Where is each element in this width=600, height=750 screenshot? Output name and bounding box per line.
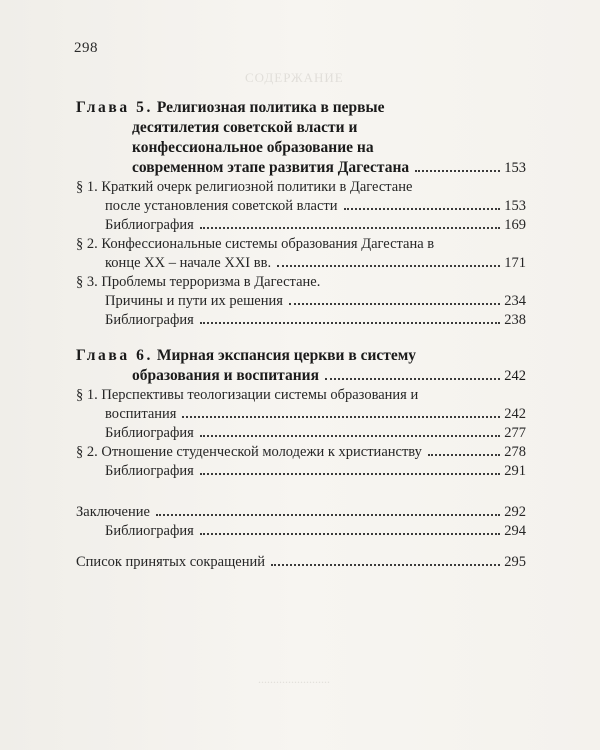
- section-page: 278: [504, 444, 526, 460]
- abbreviations-row[interactable]: [76, 553, 526, 572]
- chapter-5-label: Глава 5.: [76, 99, 153, 116]
- dot-leader: [200, 533, 500, 535]
- bibliography-page: 277: [504, 425, 526, 441]
- dot-leader: [200, 227, 500, 229]
- dot-leader: [289, 303, 500, 305]
- chapter-6: [76, 346, 526, 481]
- dot-leader: [271, 564, 500, 566]
- section-title-line: § 2. Отношение студенческой молодежи к христианству: [76, 444, 422, 460]
- chapter-6-section-2[interactable]: [76, 443, 526, 481]
- chapter-6-title-line-1: Мирная экспансия церкви в систему: [156, 347, 417, 364]
- section-page: 153: [504, 198, 526, 214]
- bibliography-row[interactable]: [76, 424, 526, 443]
- dot-leader: [325, 378, 500, 380]
- dot-leader: [182, 416, 500, 418]
- section-title-line: после установления советской власти: [105, 198, 338, 214]
- page-number: 298: [74, 40, 98, 56]
- section-title-row: [76, 292, 526, 311]
- bibliography-label: Библиография: [105, 217, 194, 233]
- bibliography-label: Библиография: [105, 425, 194, 441]
- bibliography-page: 294: [504, 523, 526, 539]
- section-page: 171: [504, 255, 526, 271]
- dot-leader: [344, 208, 501, 210]
- chapter-6-section-1[interactable]: [76, 386, 526, 443]
- bibliography-row[interactable]: [76, 522, 526, 541]
- dot-leader: [156, 514, 500, 516]
- conclusion-row: [76, 503, 526, 522]
- table-of-contents: [76, 98, 526, 572]
- bibliography-label: Библиография: [105, 312, 194, 328]
- dot-leader: [200, 322, 500, 324]
- chapter-5-title-last-row[interactable]: [76, 158, 526, 178]
- bibliography-page: 291: [504, 463, 526, 479]
- section-title-line: воспитания: [105, 406, 177, 422]
- conclusion-page: 292: [504, 504, 526, 520]
- dot-leader: [200, 435, 500, 437]
- bibliography-label: Библиография: [105, 523, 194, 539]
- section-title-line: конце XX – начале XXI вв.: [105, 255, 272, 271]
- show-through-text: СОДЕРЖАНИЕ: [245, 70, 344, 85]
- abbreviations-label: Список принятых сокращений: [76, 554, 265, 570]
- bibliography-row[interactable]: [76, 462, 526, 481]
- section-title-row: [76, 197, 526, 216]
- bibliography-page: 169: [504, 217, 526, 233]
- abbreviations-page: 295: [504, 554, 526, 570]
- dot-leader: [415, 170, 500, 172]
- chapter-5-section-2[interactable]: [76, 235, 526, 273]
- chapter-6-label: Глава 6.: [76, 347, 153, 364]
- chapter-6-title: [76, 346, 526, 366]
- bibliography-label: Библиография: [105, 463, 194, 479]
- chapter-5-section-3[interactable]: [76, 273, 526, 330]
- dot-leader: [200, 473, 500, 475]
- bibliography-row[interactable]: [76, 311, 526, 330]
- section-title-line: § 3. Проблемы терроризма в Дагестане.: [76, 274, 321, 290]
- section-title-row: [76, 443, 526, 462]
- section-page: 234: [504, 293, 526, 309]
- dot-leader: [277, 265, 500, 267]
- section-page: 242: [504, 406, 526, 422]
- chapter-5: [76, 98, 526, 330]
- conclusion-label: Заключение: [76, 504, 150, 520]
- show-through-text: ........................: [258, 672, 330, 686]
- chapter-5-title: [76, 98, 526, 158]
- chapter-5-title-line-4: современном этапе развития Дагестана: [132, 159, 410, 176]
- bibliography-row[interactable]: [76, 216, 526, 235]
- section-title-line: Причины и пути их решения: [105, 293, 283, 309]
- dot-leader: [428, 454, 500, 456]
- chapter-5-section-1[interactable]: [76, 178, 526, 235]
- chapter-6-title-line-2: образования и воспитания: [132, 367, 319, 384]
- section-title-line: § 1. Краткий очерк религиозной политики в Дагестане: [76, 179, 413, 195]
- conclusion[interactable]: [76, 503, 526, 541]
- section-title-line: § 2. Конфессиональные системы образования Дагестана в: [76, 236, 435, 252]
- bibliography-page: 238: [504, 312, 526, 328]
- chapter-5-page: 153: [504, 160, 526, 176]
- chapter-6-title-last-row[interactable]: [76, 366, 526, 386]
- chapter-5-title-line-2: десятилетия советской власти и: [132, 119, 358, 136]
- section-title-line: § 1. Перспективы теологизации системы образования и: [76, 387, 419, 403]
- section-title-row: [76, 405, 526, 424]
- chapter-5-title-line-1: Религиозная политика в первые: [156, 99, 385, 116]
- chapter-6-page: 242: [504, 368, 526, 384]
- chapter-5-title-line-3: конфессиональное образование на: [132, 139, 374, 156]
- section-title-row: [76, 254, 526, 273]
